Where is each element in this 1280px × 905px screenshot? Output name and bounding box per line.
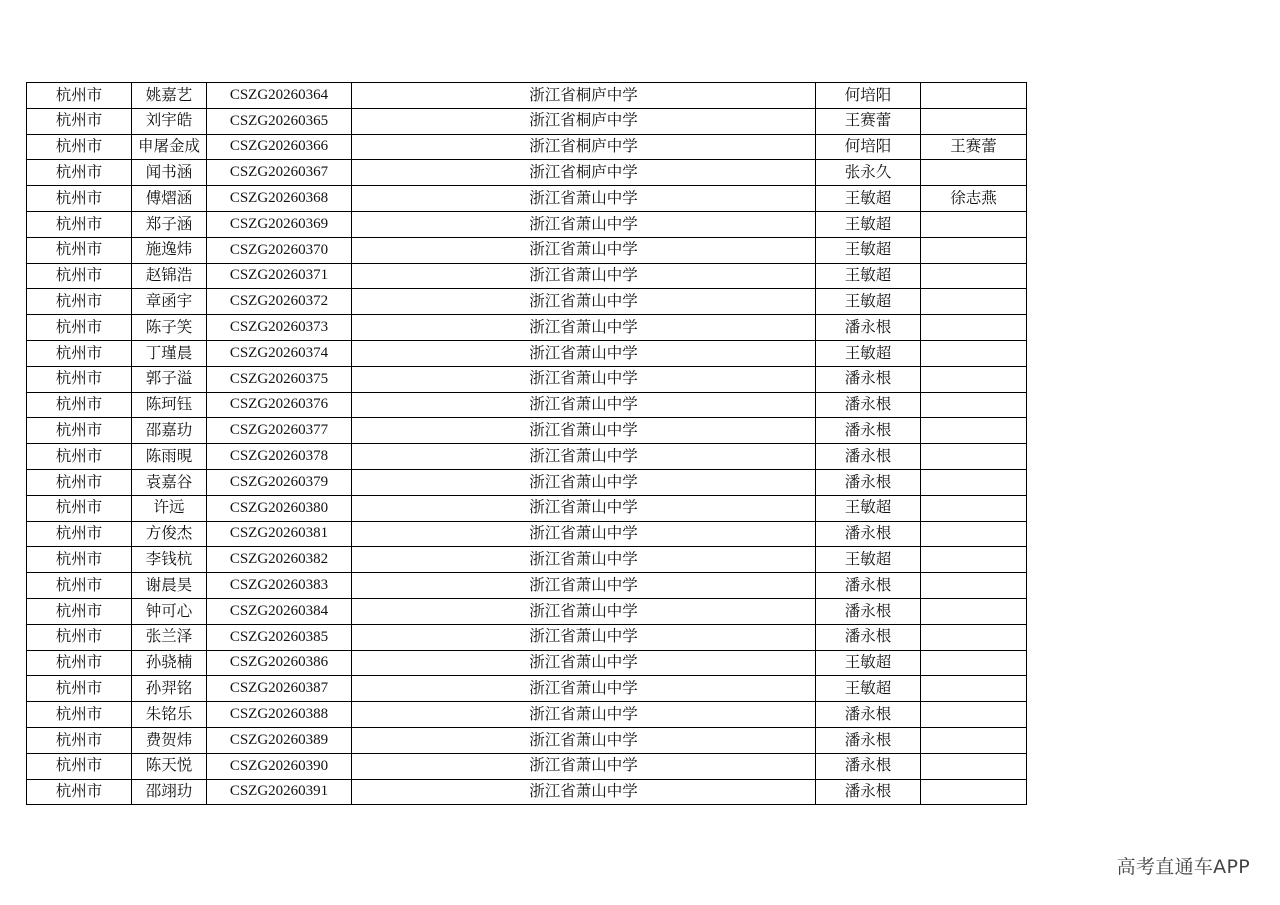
table-row — [27, 521, 1027, 547]
city-cell: 杭州市 — [27, 108, 132, 134]
city-cell: 杭州市 — [27, 547, 132, 573]
city-cell: 杭州市 — [27, 495, 132, 521]
city-cell: 杭州市 — [27, 392, 132, 418]
cert-code-cell: CSZG20260390 — [207, 753, 352, 779]
second-teacher-cell: 徐志燕 — [921, 186, 1027, 212]
city-cell: 杭州市 — [27, 315, 132, 341]
student-name-cell: 陈珂钰 — [132, 392, 207, 418]
teacher-cell: 张永久 — [816, 160, 921, 186]
table-row — [27, 676, 1027, 702]
student-name-cell: 谢晨昊 — [132, 573, 207, 599]
cert-code-cell: CSZG20260378 — [207, 444, 352, 470]
second-teacher-cell — [921, 418, 1027, 444]
teacher-cell: 何培阳 — [816, 83, 921, 109]
cert-code-cell: CSZG20260365 — [207, 108, 352, 134]
second-teacher-cell — [921, 598, 1027, 624]
city-cell: 杭州市 — [27, 521, 132, 547]
cert-code-cell: CSZG20260364 — [207, 83, 352, 109]
table-row — [27, 469, 1027, 495]
city-cell: 杭州市 — [27, 598, 132, 624]
teacher-cell: 王敏超 — [816, 289, 921, 315]
student-name-cell: 朱铭乐 — [132, 702, 207, 728]
cert-code-cell: CSZG20260389 — [207, 727, 352, 753]
student-name-cell: 孙骁楠 — [132, 650, 207, 676]
teacher-cell: 潘永根 — [816, 315, 921, 341]
table-row — [27, 547, 1027, 573]
table-row — [27, 289, 1027, 315]
table-row — [27, 598, 1027, 624]
student-name-cell: 赵锦浩 — [132, 263, 207, 289]
city-cell: 杭州市 — [27, 134, 132, 160]
school-cell: 浙江省萧山中学 — [352, 444, 816, 470]
cert-code-cell: CSZG20260371 — [207, 263, 352, 289]
cert-code-cell: CSZG20260388 — [207, 702, 352, 728]
school-cell: 浙江省萧山中学 — [352, 418, 816, 444]
cert-code-cell: CSZG20260383 — [207, 573, 352, 599]
table-row — [27, 211, 1027, 237]
city-cell: 杭州市 — [27, 444, 132, 470]
city-cell: 杭州市 — [27, 289, 132, 315]
student-name-cell: 闻书涵 — [132, 160, 207, 186]
school-cell: 浙江省萧山中学 — [352, 211, 816, 237]
cert-code-cell: CSZG20260375 — [207, 366, 352, 392]
student-name-cell: 邵嘉玏 — [132, 418, 207, 444]
school-cell: 浙江省萧山中学 — [352, 521, 816, 547]
student-name-cell: 章函宇 — [132, 289, 207, 315]
teacher-cell: 潘永根 — [816, 521, 921, 547]
city-cell: 杭州市 — [27, 779, 132, 805]
student-name-cell: 袁嘉谷 — [132, 469, 207, 495]
cert-code-cell: CSZG20260386 — [207, 650, 352, 676]
teacher-cell: 王敏超 — [816, 495, 921, 521]
student-name-cell: 孙羿铭 — [132, 676, 207, 702]
second-teacher-cell — [921, 573, 1027, 599]
school-cell: 浙江省萧山中学 — [352, 547, 816, 573]
school-cell: 浙江省萧山中学 — [352, 495, 816, 521]
teacher-cell: 王敏超 — [816, 650, 921, 676]
cert-code-cell: CSZG20260367 — [207, 160, 352, 186]
second-teacher-cell — [921, 392, 1027, 418]
cert-code-cell: CSZG20260380 — [207, 495, 352, 521]
table-row — [27, 134, 1027, 160]
school-cell: 浙江省萧山中学 — [352, 263, 816, 289]
cert-code-cell: CSZG20260376 — [207, 392, 352, 418]
school-cell: 浙江省萧山中学 — [352, 366, 816, 392]
table-row — [27, 702, 1027, 728]
school-cell: 浙江省萧山中学 — [352, 237, 816, 263]
second-teacher-cell — [921, 650, 1027, 676]
second-teacher-cell — [921, 289, 1027, 315]
cert-code-cell: CSZG20260379 — [207, 469, 352, 495]
teacher-cell: 潘永根 — [816, 392, 921, 418]
cert-code-cell: CSZG20260368 — [207, 186, 352, 212]
school-cell: 浙江省萧山中学 — [352, 624, 816, 650]
city-cell: 杭州市 — [27, 83, 132, 109]
second-teacher-cell — [921, 547, 1027, 573]
school-cell: 浙江省萧山中学 — [352, 676, 816, 702]
cert-code-cell: CSZG20260374 — [207, 340, 352, 366]
second-teacher-cell — [921, 521, 1027, 547]
second-teacher-cell — [921, 315, 1027, 341]
table-row — [27, 573, 1027, 599]
school-cell: 浙江省萧山中学 — [352, 727, 816, 753]
cert-code-cell: CSZG20260370 — [207, 237, 352, 263]
city-cell: 杭州市 — [27, 263, 132, 289]
second-teacher-cell — [921, 211, 1027, 237]
student-name-cell: 傅熠涵 — [132, 186, 207, 212]
table-row — [27, 263, 1027, 289]
teacher-cell: 王赛蕾 — [816, 108, 921, 134]
table-row — [27, 779, 1027, 805]
second-teacher-cell — [921, 366, 1027, 392]
second-teacher-cell — [921, 160, 1027, 186]
cert-code-cell: CSZG20260369 — [207, 211, 352, 237]
student-name-cell: 许远 — [132, 495, 207, 521]
school-cell: 浙江省萧山中学 — [352, 186, 816, 212]
second-teacher-cell — [921, 83, 1027, 109]
cert-code-cell: CSZG20260385 — [207, 624, 352, 650]
teacher-cell: 王敏超 — [816, 263, 921, 289]
table-row — [27, 366, 1027, 392]
city-cell: 杭州市 — [27, 186, 132, 212]
table-row — [27, 444, 1027, 470]
school-cell: 浙江省桐庐中学 — [352, 108, 816, 134]
city-cell: 杭州市 — [27, 211, 132, 237]
student-name-cell: 陈子笑 — [132, 315, 207, 341]
student-name-cell: 施逸炜 — [132, 237, 207, 263]
city-cell: 杭州市 — [27, 237, 132, 263]
teacher-cell: 王敏超 — [816, 237, 921, 263]
second-teacher-cell — [921, 263, 1027, 289]
second-teacher-cell — [921, 237, 1027, 263]
student-name-cell: 丁瑾晨 — [132, 340, 207, 366]
second-teacher-cell — [921, 702, 1027, 728]
teacher-cell: 王敏超 — [816, 211, 921, 237]
city-cell: 杭州市 — [27, 650, 132, 676]
teacher-cell: 潘永根 — [816, 727, 921, 753]
cert-code-cell: CSZG20260384 — [207, 598, 352, 624]
school-cell: 浙江省萧山中学 — [352, 598, 816, 624]
school-cell: 浙江省桐庐中学 — [352, 83, 816, 109]
student-name-cell: 陈天悦 — [132, 753, 207, 779]
teacher-cell: 潘永根 — [816, 366, 921, 392]
cert-code-cell: CSZG20260382 — [207, 547, 352, 573]
teacher-cell: 王敏超 — [816, 186, 921, 212]
student-name-cell: 申屠金成 — [132, 134, 207, 160]
school-cell: 浙江省萧山中学 — [352, 392, 816, 418]
teacher-cell: 潘永根 — [816, 624, 921, 650]
student-name-cell: 刘宇皓 — [132, 108, 207, 134]
school-cell: 浙江省萧山中学 — [352, 573, 816, 599]
roster-table — [26, 82, 1027, 805]
school-cell: 浙江省萧山中学 — [352, 779, 816, 805]
cert-code-cell: CSZG20260387 — [207, 676, 352, 702]
teacher-cell: 潘永根 — [816, 702, 921, 728]
table-row — [27, 392, 1027, 418]
table-row — [27, 727, 1027, 753]
school-cell: 浙江省萧山中学 — [352, 289, 816, 315]
cert-code-cell: CSZG20260372 — [207, 289, 352, 315]
second-teacher-cell — [921, 444, 1027, 470]
table-row — [27, 83, 1027, 109]
student-name-cell: 钟可心 — [132, 598, 207, 624]
city-cell: 杭州市 — [27, 340, 132, 366]
teacher-cell: 王敏超 — [816, 676, 921, 702]
school-cell: 浙江省萧山中学 — [352, 315, 816, 341]
cert-code-cell: CSZG20260391 — [207, 779, 352, 805]
table-row — [27, 624, 1027, 650]
teacher-cell: 潘永根 — [816, 573, 921, 599]
teacher-cell: 何培阳 — [816, 134, 921, 160]
table-row — [27, 237, 1027, 263]
school-cell: 浙江省萧山中学 — [352, 340, 816, 366]
student-name-cell: 李钱杭 — [132, 547, 207, 573]
city-cell: 杭州市 — [27, 702, 132, 728]
school-cell: 浙江省萧山中学 — [352, 650, 816, 676]
student-name-cell: 费贺炜 — [132, 727, 207, 753]
city-cell: 杭州市 — [27, 418, 132, 444]
student-name-cell: 郑子涵 — [132, 211, 207, 237]
table-row — [27, 753, 1027, 779]
table-row — [27, 418, 1027, 444]
second-teacher-cell — [921, 779, 1027, 805]
second-teacher-cell — [921, 108, 1027, 134]
teacher-cell: 潘永根 — [816, 598, 921, 624]
teacher-cell: 王敏超 — [816, 340, 921, 366]
city-cell: 杭州市 — [27, 573, 132, 599]
table-row — [27, 315, 1027, 341]
table-row — [27, 650, 1027, 676]
cert-code-cell: CSZG20260366 — [207, 134, 352, 160]
school-cell: 浙江省萧山中学 — [352, 469, 816, 495]
table-row — [27, 160, 1027, 186]
school-cell: 浙江省萧山中学 — [352, 702, 816, 728]
city-cell: 杭州市 — [27, 160, 132, 186]
cert-code-cell: CSZG20260381 — [207, 521, 352, 547]
table-row — [27, 186, 1027, 212]
city-cell: 杭州市 — [27, 676, 132, 702]
second-teacher-cell — [921, 469, 1027, 495]
second-teacher-cell — [921, 624, 1027, 650]
student-name-cell: 邵翊玏 — [132, 779, 207, 805]
second-teacher-cell: 王赛蕾 — [921, 134, 1027, 160]
teacher-cell: 潘永根 — [816, 444, 921, 470]
city-cell: 杭州市 — [27, 469, 132, 495]
teacher-cell: 潘永根 — [816, 779, 921, 805]
table-row — [27, 108, 1027, 134]
table-row — [27, 495, 1027, 521]
table-row — [27, 340, 1027, 366]
school-cell: 浙江省桐庐中学 — [352, 160, 816, 186]
second-teacher-cell — [921, 340, 1027, 366]
student-name-cell: 郭子溢 — [132, 366, 207, 392]
teacher-cell: 潘永根 — [816, 753, 921, 779]
student-name-cell: 方俊杰 — [132, 521, 207, 547]
city-cell: 杭州市 — [27, 366, 132, 392]
school-cell: 浙江省萧山中学 — [352, 753, 816, 779]
student-name-cell: 陈雨晛 — [132, 444, 207, 470]
cert-code-cell: CSZG20260373 — [207, 315, 352, 341]
teacher-cell: 潘永根 — [816, 418, 921, 444]
second-teacher-cell — [921, 676, 1027, 702]
city-cell: 杭州市 — [27, 753, 132, 779]
second-teacher-cell — [921, 727, 1027, 753]
cert-code-cell: CSZG20260377 — [207, 418, 352, 444]
teacher-cell: 王敏超 — [816, 547, 921, 573]
watermark-text: 高考直通车APP — [1116, 856, 1250, 878]
city-cell: 杭州市 — [27, 624, 132, 650]
teacher-cell: 潘永根 — [816, 469, 921, 495]
second-teacher-cell — [921, 753, 1027, 779]
school-cell: 浙江省桐庐中学 — [352, 134, 816, 160]
city-cell: 杭州市 — [27, 727, 132, 753]
student-name-cell: 姚嘉艺 — [132, 83, 207, 109]
student-name-cell: 张兰泽 — [132, 624, 207, 650]
roster-table-body — [27, 83, 1027, 805]
second-teacher-cell — [921, 495, 1027, 521]
